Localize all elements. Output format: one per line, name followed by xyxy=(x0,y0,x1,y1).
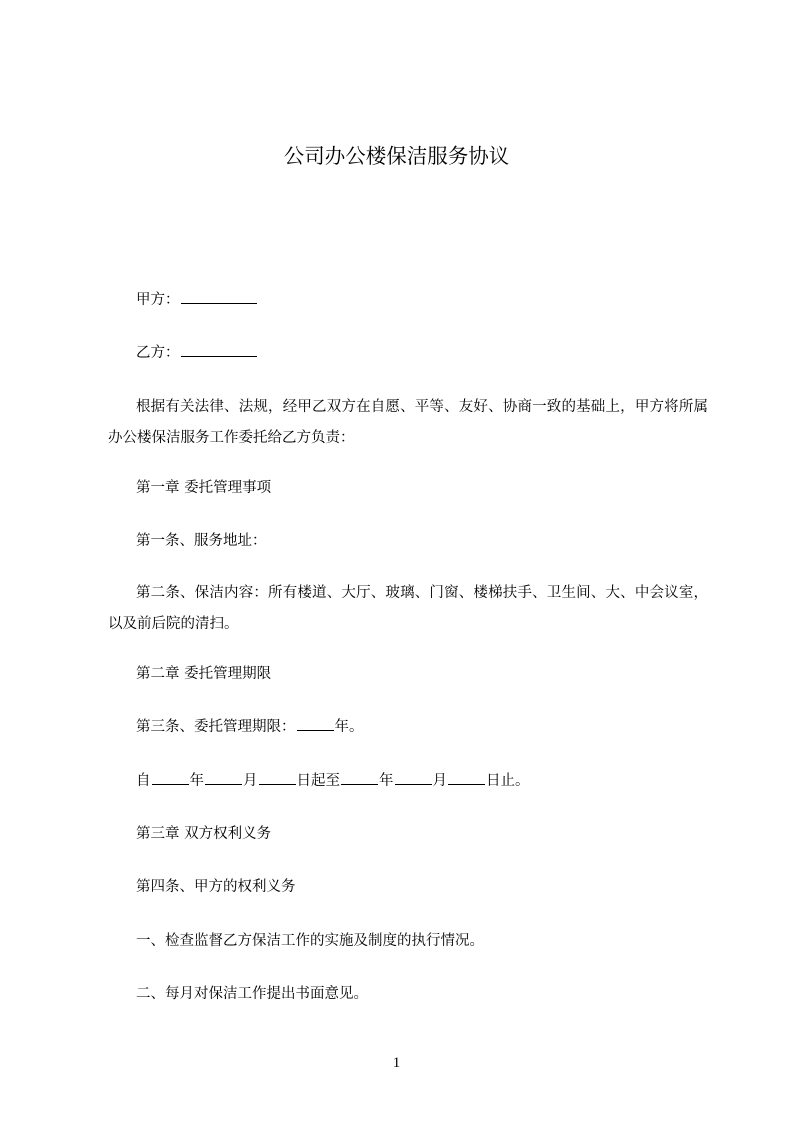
end-year-blank xyxy=(341,770,378,785)
party-b-label: 乙方： xyxy=(136,345,180,361)
party-a-blank xyxy=(181,289,257,304)
list-item-2: 二、每月对保洁工作提出书面意见。 xyxy=(136,986,368,1002)
party-b-line xyxy=(108,338,708,369)
page-number: 1 xyxy=(392,1055,401,1071)
chapter-1-heading: 第一章 委托管理事项 xyxy=(136,480,272,496)
party-a-line xyxy=(108,285,708,316)
end-year-label: 年 xyxy=(379,773,394,789)
chapter-2-heading: 第二章 委托管理期限 xyxy=(136,666,272,682)
article-3-suffix: 年。 xyxy=(334,719,364,735)
intro-paragraph: 根据有关法律、法规，经甲乙双方在自愿、平等、友好、协商一致的基础上，甲方将所属办公楼保洁服务工作委托给乙方负责： xyxy=(108,399,708,446)
period-line xyxy=(108,766,708,797)
list-item-1: 一、检查监督乙方保洁工作的实施及制度的执行情况。 xyxy=(136,933,484,949)
chapter-3-heading: 第三章 双方权利义务 xyxy=(136,826,272,842)
article-4: 第四条、甲方的权利义务 xyxy=(136,879,296,895)
article-1: 第一条、服务地址： xyxy=(136,533,267,549)
end-day-blank xyxy=(448,770,485,785)
start-month-blank xyxy=(205,770,242,785)
article-3-prefix: 第三条、委托管理期限： xyxy=(136,719,296,735)
start-day-label: 日起至 xyxy=(296,773,340,789)
period-from-label: 自 xyxy=(136,773,151,789)
start-month-label: 月 xyxy=(243,773,258,789)
party-a-label: 甲方： xyxy=(136,292,180,308)
start-year-blank xyxy=(152,770,189,785)
start-year-label: 年 xyxy=(189,773,204,789)
document-title: 公司办公楼保洁服务协议 xyxy=(283,144,510,168)
end-month-blank xyxy=(395,770,432,785)
article-3 xyxy=(108,712,708,743)
end-month-label: 月 xyxy=(432,773,447,789)
end-day-label: 日止。 xyxy=(486,773,530,789)
term-years-blank xyxy=(297,716,334,731)
start-day-blank xyxy=(259,770,296,785)
article-2: 第二条、保洁内容：所有楼道、大厅、玻璃、门窗、楼梯扶手、卫生间、大、中会议室，以及前后院的清扫。 xyxy=(108,585,708,632)
party-b-blank xyxy=(181,342,257,357)
